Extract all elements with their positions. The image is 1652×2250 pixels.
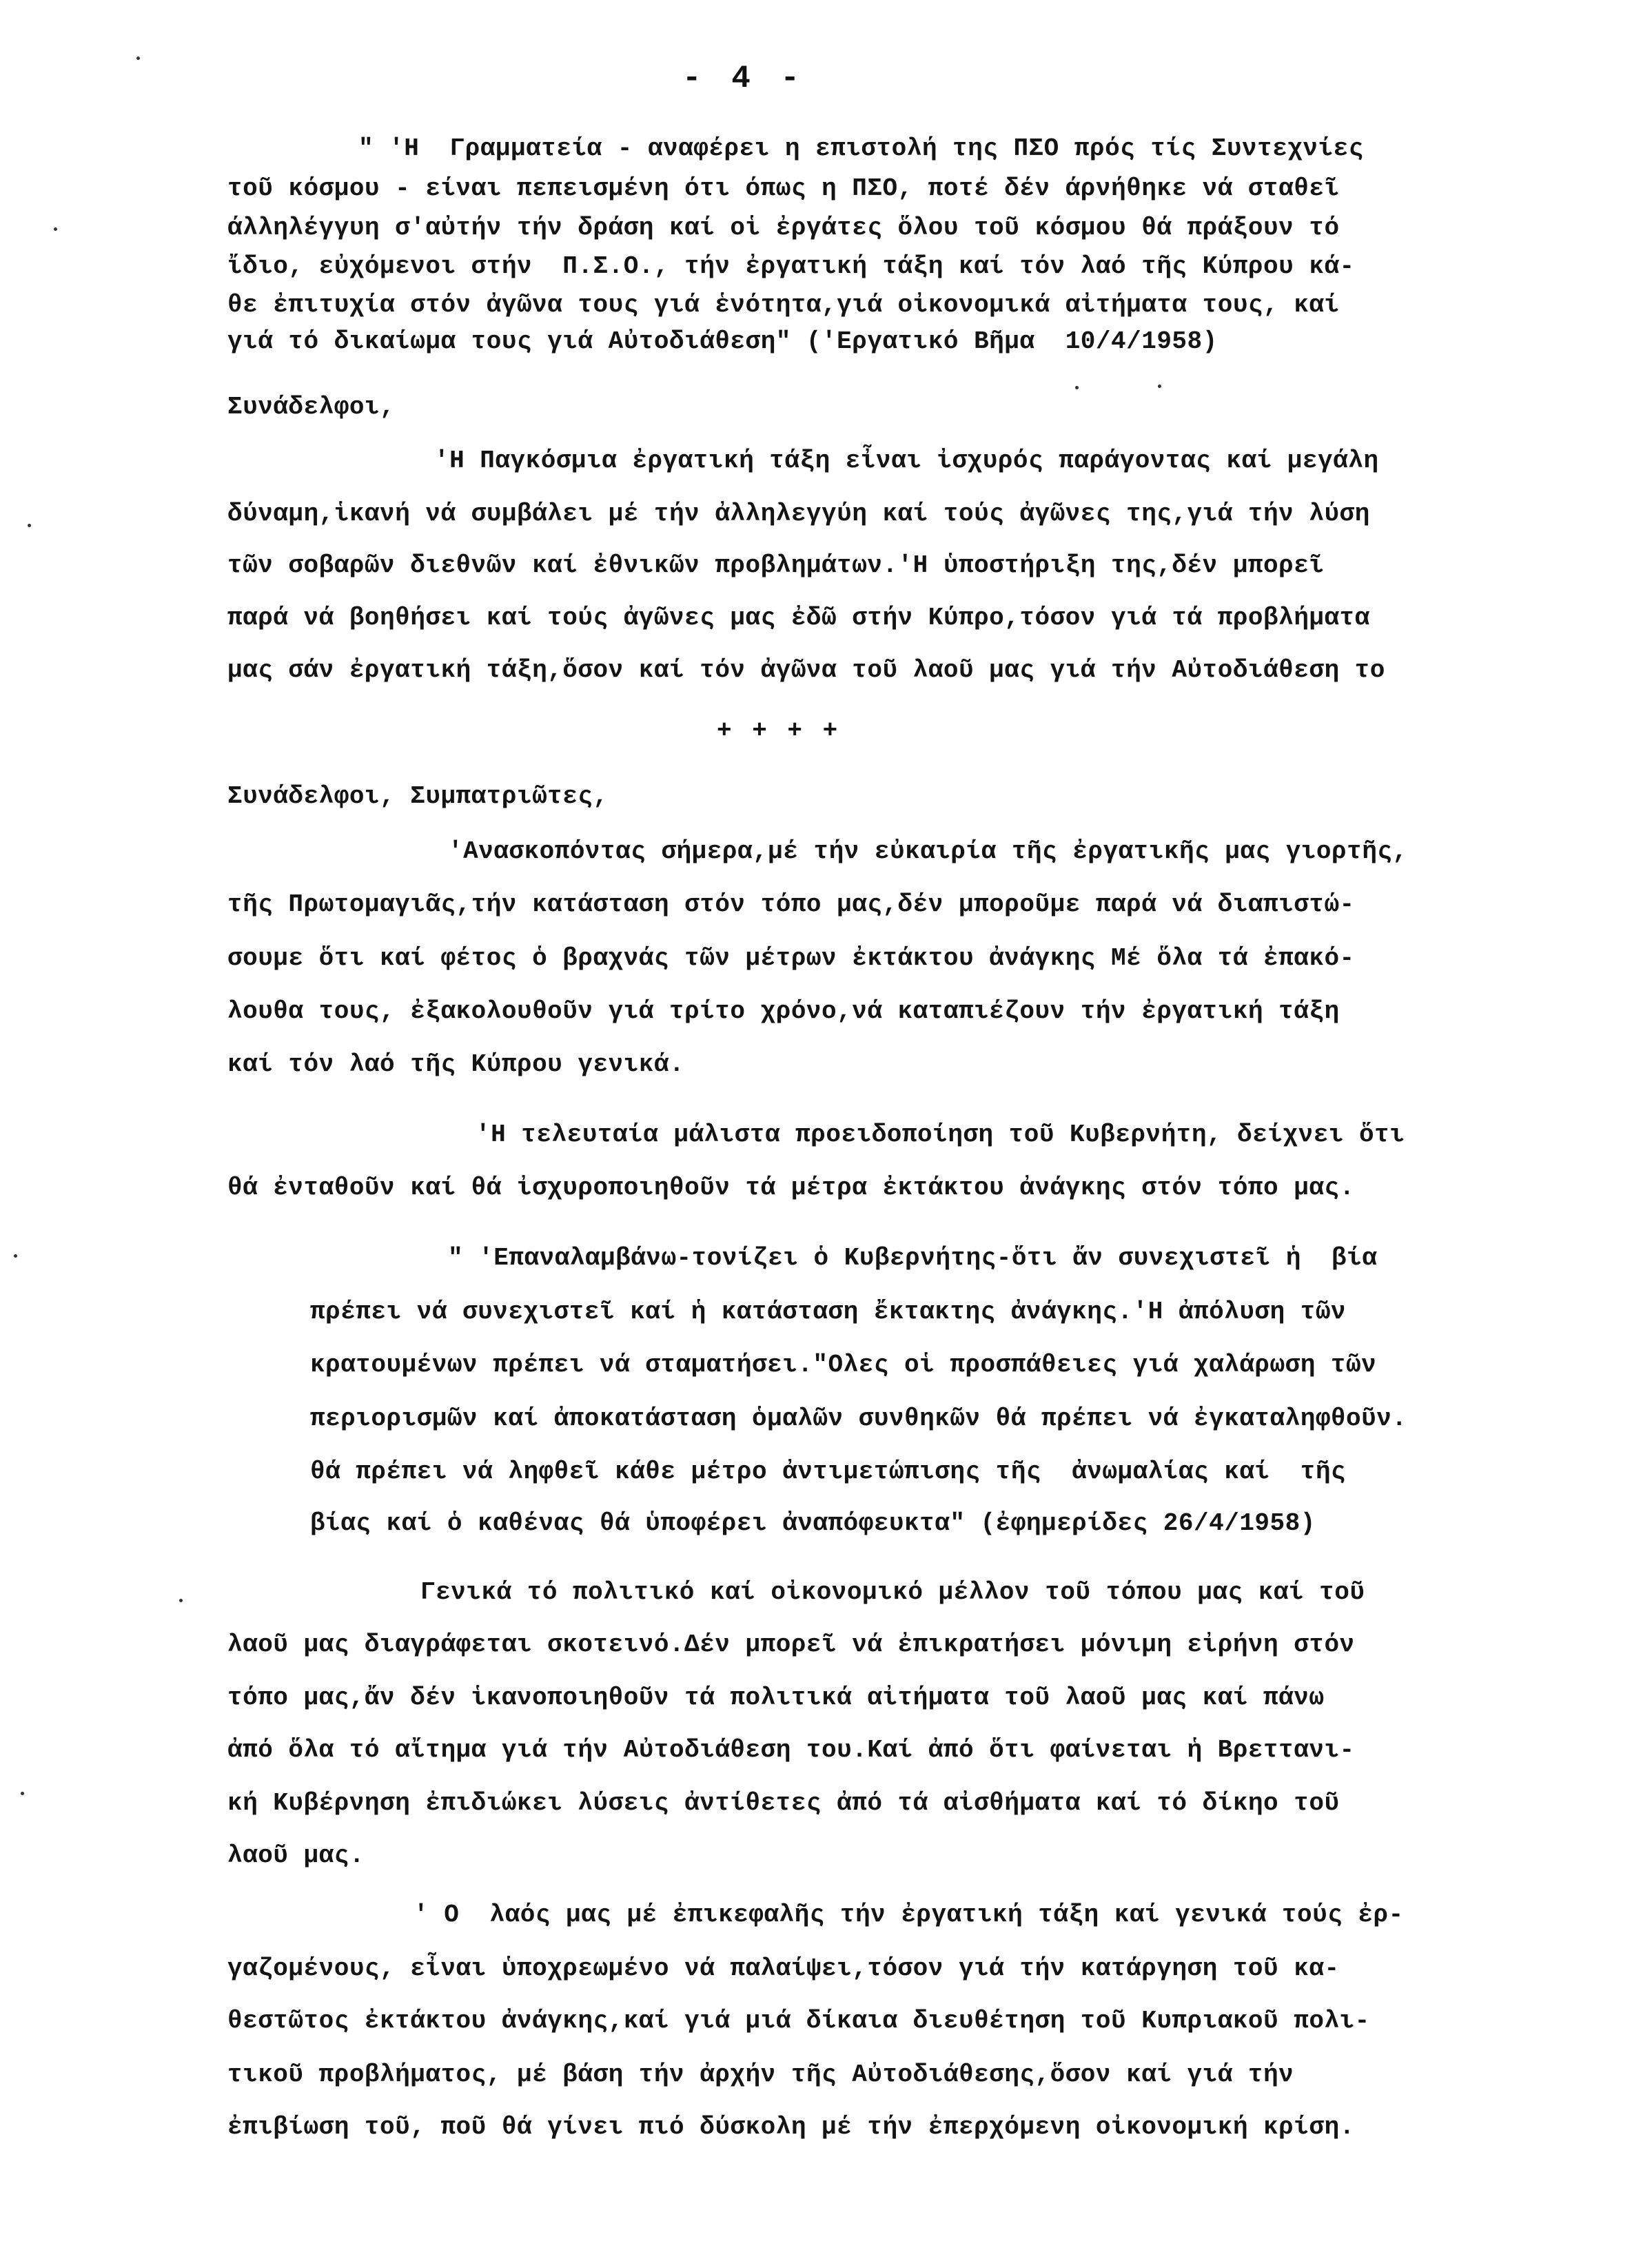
salutation-1: Συνάδελφοι, [227,393,396,421]
para1-line-1: 'Η Παγκόσμια ἐργατική τάξη εἶναι ἰσχυρός παράγοντας καί μεγάλη [434,447,1379,475]
quote2-line-2: πρέπει νά συνεχιστεῖ καί ἡ κατάσταση ἔκτακτης ἀνάγκης.'Η ἀπόλυση τῶν [310,1298,1347,1326]
para1-line-4: παρά νά βοηθήσει καί τούς ἀγῶνες μας ἐδῶ στήν Κύπρο,τόσον γιά τά προβλήματα [227,604,1370,632]
salutation-2: Συνάδελφοι, Συμπατριῶτες, [227,782,609,810]
scan-speck [1075,386,1079,389]
scan-speck [136,57,140,60]
section-separator: + + + + [717,717,841,745]
para5-line-2: γαζομένους, εἶναι ὑποχρεωμένο νά παλαίψει,τόσον γιά τήν κατάργηση τοῦ κα- [227,1954,1340,1983]
para4-line-5: κή Κυβέρνηση ἐπιδιώκει λύσεις ἀντίθετες ἀπό τά αἰσθήματα καί τό δίκηο τοῦ [227,1789,1340,1817]
scan-speck [1158,385,1161,388]
scan-speck [179,1599,183,1602]
para3-line-1: 'Η τελευταία μάλιστα προειδοποίηση τοῦ Κυβερνήτη, δείχνει ὅτι [476,1121,1405,1149]
para5-line-1: ' Ο λαός μας μέ ἐπικεφαλῆς τήν ἐργατική τάξη καί γενικά τούς ἐρ- [414,1901,1404,1929]
para4-line-2: λαοῦ μας διαγράφεται σκοτεινό.Δέν μπορεῖ νά ἐπικρατήσει μόνιμη εἰρήνη στόν [227,1630,1355,1659]
para2-line-2: τῆς Πρωτομαγιᾶς,τήν κατάσταση στόν τόπο μας,δέν μποροῦμε παρά νά διαπιστώ- [227,890,1355,919]
quote2-line-1: " 'Επαναλαμβάνω-τονίζει ὁ Κυβερνήτης-ὅτι ἄν συνεχιστεῖ ἡ βία [448,1244,1378,1272]
quote2-line-4: περιορισμῶν καί ἀποκατάσταση ὁμαλῶν συνθηκῶν θά πρέπει νά ἐγκαταληφθοῦν. [310,1404,1407,1433]
scan-speck [21,1792,24,1795]
scan-speck [54,227,57,231]
para5-line-5: ἐπιβίωση τοῦ, ποῦ θά γίνει πιό δύσκολη μέ τήν ἐπερχόμενη οἰκονομική κρίση. [227,2113,1355,2141]
para5-line-4: τικοῦ προβλήματος, μέ βάση τήν ἀρχήν τῆς Αὐτοδιάθεσης,ὅσον καί γιά τήν [227,2060,1294,2089]
quote1-line-4: ἴδιο, εὐχόμενοι στήν Π.Σ.Ο., τήν ἐργατική τάξη καί τόν λαό τῆς Κύπρου κά- [227,252,1355,280]
quote1-line-6: γιά τό δικαίωμα τους γιά Αὐτοδιάθεση" ('Εργατικό Βῆμα 10/4/1958) [227,327,1218,356]
para4-line-3: τόπο μας,ἄν δέν ἱκανοποιηθοῦν τά πολιτικά αἰτήματα τοῦ λαοῦ μας καί πάνω [227,1684,1325,1712]
para4-line-1: Γενικά τό πολιτικό καί οἰκονομικό μέλλον τοῦ τόπου μας καί τοῦ [420,1578,1365,1606]
quote1-line-2: τοῦ κόσμου - είναι πεπεισμένη ότι όπως η ΠΣΟ, ποτέ δέν άρνήθηκε νά σταθεῖ [227,174,1340,203]
para2-line-4: λουθα τους, ἐξακολουθοῦν γιά τρίτο χρόνο,νά καταπιέζουν τήν ἐργατική τάξη [227,997,1340,1025]
para1-line-5: μας σάν ἐργατική τάξη,ὅσον καί τόν ἀγῶνα τοῦ λαοῦ μας γιά τήν Αὐτοδιάθεση το [227,656,1385,684]
quote1-line-5: θε ἐπιτυχία στόν ἀγῶνα τους γιά ἑνότητα,γιά οἰκονομικά αἰτήματα τους, καί [227,291,1340,319]
para4-line-4: ἀπό ὅλα τό αἴτημα γιά τήν Αὐτοδιάθεση του.Καί ἀπό ὅτι φαίνεται ἡ Βρεττανι- [227,1736,1355,1764]
quote2-line-5: θά πρέπει νά ληφθεῖ κάθε μέτρο ἀντιμετώπισης τῆς ἀνωμαλίας καί τῆς [310,1458,1347,1486]
page-number: - 4 - [682,61,806,96]
quote2-line-6: βίας καί ὁ καθένας θά ὑποφέρει ἀναπόφευκτα" (ἐφημερίδες 26/4/1958) [310,1509,1316,1537]
quote2-line-3: κρατουμένων πρέπει νά σταματήσει."Ολες οἱ προσπάθειες γιά χαλάρωση τῶν [310,1351,1377,1379]
para4-line-6: λαοῦ μας. [227,1841,365,1870]
scan-speck [28,524,31,527]
quote1-line-3: άλληλέγγυη σ'αὐτήν τήν δράση καί οἱ ἐργάτες ὅλου τοῦ κόσμου θά πράξουν τό [227,214,1340,242]
para2-line-5: καί τόν λαό τῆς Κύπρου γενικά. [227,1050,685,1078]
para5-line-3: θεστῶτος ἐκτάκτου ἀνάγκης,καί γιά μιά δίκαια διευθέτηση τοῦ Κυπριακοῦ πολι- [227,2007,1370,2035]
para1-line-3: τῶν σοβαρῶν διεθνῶν καί ἐθνικῶν προβλημάτων.'Η ὑποστήριξη της,δέν μπορεῖ [227,551,1325,580]
para2-line-3: σουμε ὅτι καί φέτος ὁ βραχνάς τῶν μέτρων ἐκτάκτου ἀνάγκης Μέ ὅλα τά ἐπακό- [227,944,1355,972]
para2-line-1: 'Ανασκοπόντας σήμερα,μέ τήν εὐκαιρία τῆς ἐργατικῆς μας γιορτῆς, [448,837,1408,866]
scan-speck [14,1254,17,1258]
para1-line-2: δύναμη,ἱκανή νά συμβάλει μέ τήν ἀλληλεγγύη καί τούς ἀγῶνες της,γιά τήν λύση [227,500,1370,528]
quote1-line-1: " 'Η Γραμματεία - αναφέρει η επιστολή της ΠΣΟ πρός τίς Συντεχνίες [358,134,1364,163]
para3-line-2: θά ἐνταθοῦν καί θά ἰσχυροποιηθοῦν τά μέτρα ἐκτάκτου ἀνάγκης στόν τόπο μας. [227,1174,1355,1202]
